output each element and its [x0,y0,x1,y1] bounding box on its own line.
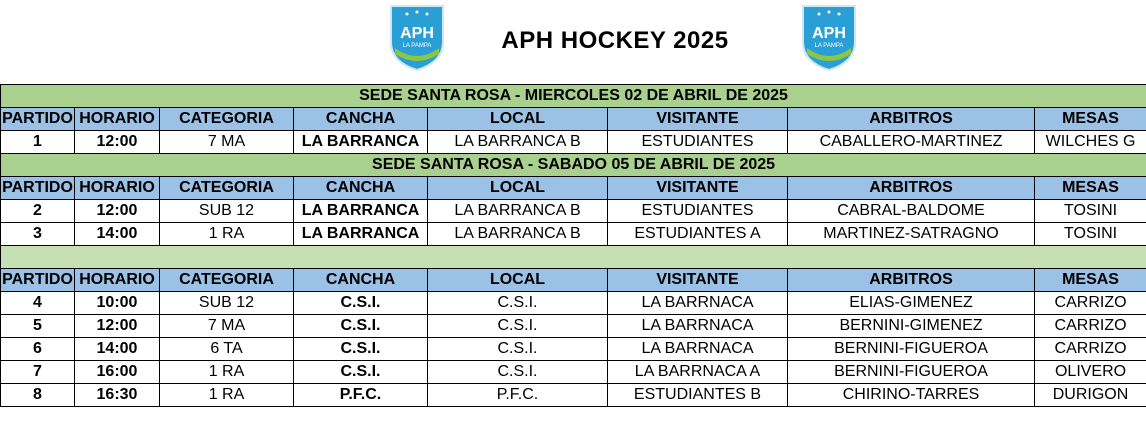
cell-mesas: TOSINI [1035,223,1146,246]
aph-logo-icon [387,2,447,72]
match-row [1,292,1146,315]
column-header-row [1,177,1146,200]
cell-categoria: 7 MA [160,131,294,154]
sede-title: SEDE SANTA ROSA - SABADO 05 DE ABRIL DE 2025 [1,154,1146,177]
cell-mesas: WILCHES G [1035,131,1146,154]
cell-horario: 12:00 [75,200,160,223]
cell-visitante: ESTUDIANTES B [608,384,788,407]
cell-mesas: CARRIZO [1035,338,1146,361]
column-header-mesas: MESAS [1035,108,1146,131]
column-header-visitante: VISITANTE [608,177,788,200]
cell-mesas: OLIVERO [1035,361,1146,384]
column-header-categoria: CATEGORIA [160,177,294,200]
cell-visitante: LA BARRNACA [608,292,788,315]
match-row [1,384,1146,407]
cell-visitante: LA BARRNACA A [608,361,788,384]
cell-partido: 2 [1,200,75,223]
page-title: APH HOCKEY 2025 [501,27,729,54]
cell-mesas: TOSINI [1035,200,1146,223]
column-header-visitante: VISITANTE [608,108,788,131]
cell-visitante: ESTUDIANTES [608,131,788,154]
cell-local: LA BARRANCA B [428,223,608,246]
column-header-cancha: CANCHA [294,269,428,292]
cell-partido: 6 [1,338,75,361]
cell-cancha: C.S.I. [294,338,428,361]
cell-mesas: CARRIZO [1035,292,1146,315]
cell-cancha: LA BARRANCA [294,131,428,154]
cell-local: LA BARRANCA B [428,131,608,154]
cell-horario: 12:00 [75,315,160,338]
column-header-categoria: CATEGORIA [160,269,294,292]
cell-partido: 3 [1,223,75,246]
cell-local: C.S.I. [428,292,608,315]
sede-title-row [1,85,1146,108]
cell-horario: 10:00 [75,292,160,315]
cell-horario: 16:00 [75,361,160,384]
svg-text:LA PAMPA: LA PAMPA [402,43,432,49]
cell-visitante: ESTUDIANTES [608,200,788,223]
svg-text:APH: APH [812,25,846,42]
aph-logo-icon [799,2,859,72]
column-header-horario: HORARIO [75,177,160,200]
cell-local: P.F.C. [428,384,608,407]
cell-arbitros: ELIAS-GIMENEZ [788,292,1035,315]
match-row [1,315,1146,338]
column-header-horario: HORARIO [75,108,160,131]
cell-arbitros: CABRAL-BALDOME [788,200,1035,223]
cell-cancha: LA BARRANCA [294,223,428,246]
cell-categoria: 1 RA [160,384,294,407]
svg-text:APH: APH [400,25,434,42]
cell-categoria: 6 TA [160,338,294,361]
column-header-local: LOCAL [428,269,608,292]
column-header-partido: PARTIDO [1,269,75,292]
cell-arbitros: CABALLERO-MARTINEZ [788,131,1035,154]
cell-arbitros: MARTINEZ-SATRAGNO [788,223,1035,246]
cell-cancha: C.S.I. [294,292,428,315]
column-header-arbitros: ARBITROS [788,108,1035,131]
column-header-cancha: CANCHA [294,108,428,131]
cell-cancha: C.S.I. [294,361,428,384]
cell-visitante: LA BARRNACA [608,315,788,338]
cell-arbitros: BERNINI-FIGUEROA [788,361,1035,384]
cell-horario: 12:00 [75,131,160,154]
match-row [1,361,1146,384]
cell-mesas: CARRIZO [1035,315,1146,338]
cell-categoria: SUB 12 [160,292,294,315]
cell-visitante: ESTUDIANTES A [608,223,788,246]
cell-mesas: DURIGON [1035,384,1146,407]
cell-cancha: C.S.I. [294,315,428,338]
column-header-local: LOCAL [428,177,608,200]
cell-partido: 4 [1,292,75,315]
column-header-row [1,269,1146,292]
column-header-cancha: CANCHA [294,177,428,200]
cell-horario: 14:00 [75,338,160,361]
sede-title: SEDE SANTA ROSA - MIERCOLES 02 DE ABRIL DE 2025 [1,85,1146,108]
column-header-arbitros: ARBITROS [788,269,1035,292]
column-header-categoria: CATEGORIA [160,108,294,131]
sede-title [1,246,1146,269]
fixture-table [0,84,1146,407]
cell-arbitros: CHIRINO-TARRES [788,384,1035,407]
svg-text:LA PAMPA: LA PAMPA [814,43,844,49]
page-header [0,0,1146,83]
cell-local: LA BARRANCA B [428,200,608,223]
column-header-partido: PARTIDO [1,177,75,200]
match-row [1,131,1146,154]
column-header-mesas: MESAS [1035,269,1146,292]
column-header-visitante: VISITANTE [608,269,788,292]
cell-cancha: LA BARRANCA [294,200,428,223]
blank-separator-row [1,246,1146,269]
cell-partido: 1 [1,131,75,154]
column-header-local: LOCAL [428,108,608,131]
match-row [1,223,1146,246]
cell-arbitros: BERNINI-GIMENEZ [788,315,1035,338]
cell-categoria: 7 MA [160,315,294,338]
cell-categoria: 1 RA [160,223,294,246]
sede-title-row [1,154,1146,177]
cell-horario: 16:30 [75,384,160,407]
cell-local: C.S.I. [428,361,608,384]
cell-local: C.S.I. [428,315,608,338]
match-row [1,338,1146,361]
cell-categoria: SUB 12 [160,200,294,223]
cell-horario: 14:00 [75,223,160,246]
cell-partido: 8 [1,384,75,407]
cell-cancha: P.F.C. [294,384,428,407]
cell-local: C.S.I. [428,338,608,361]
cell-partido: 7 [1,361,75,384]
cell-arbitros: BERNINI-FIGUEROA [788,338,1035,361]
column-header-horario: HORARIO [75,269,160,292]
match-row [1,200,1146,223]
column-header-partido: PARTIDO [1,108,75,131]
column-header-arbitros: ARBITROS [788,177,1035,200]
cell-partido: 5 [1,315,75,338]
cell-visitante: LA BARRNACA [608,338,788,361]
column-header-mesas: MESAS [1035,177,1146,200]
column-header-row [1,108,1146,131]
cell-categoria: 1 RA [160,361,294,384]
